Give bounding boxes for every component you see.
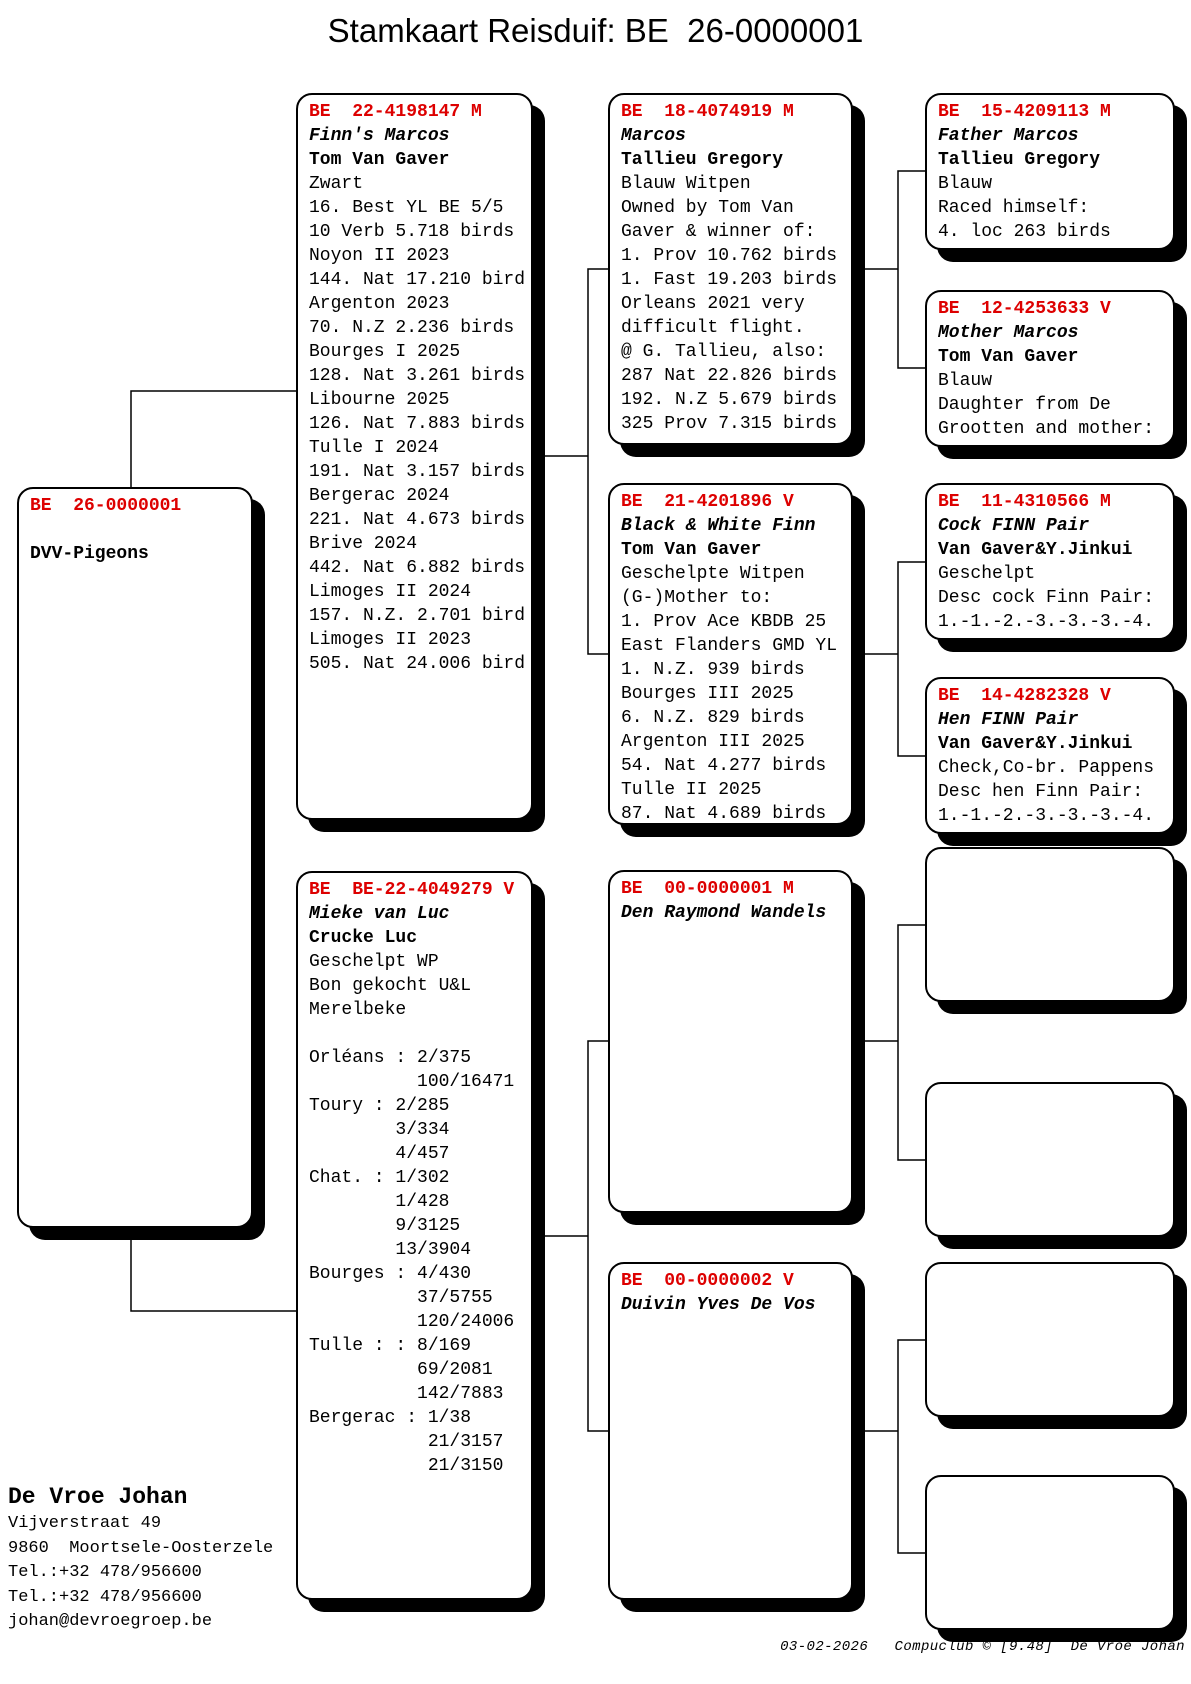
- pedigree-box-ggparent-5: [925, 847, 1175, 1002]
- pedigree-box-grandsire-paternal: [608, 93, 853, 445]
- phone-line: Tel.:+32 478/956600: [8, 1563, 202, 1583]
- detail-line: 1.-1.-2.-3.-3.-3.-4.: [938, 612, 1155, 632]
- detail-line: 128. Nat 3.261 birds: [309, 366, 526, 386]
- detail-line: Geschelpte Witpen: [621, 564, 805, 584]
- detail-line: Toury : 2/285: [309, 1096, 450, 1116]
- pedigree-box-subject: [17, 487, 253, 1228]
- ring-number: BE 00-0000001 M: [621, 879, 794, 899]
- detail-line: East Flanders GMD YL: [621, 636, 838, 656]
- detail-line: 4/457: [309, 1144, 450, 1164]
- detail-line: 1. Prov 10.762 birds: [621, 246, 838, 266]
- pigeon-name: Mieke van Luc: [309, 904, 450, 924]
- detail-line: Orleans 2021 very: [621, 294, 805, 314]
- ring-number: BE BE-22-4049279 V: [309, 880, 515, 900]
- ring-number: BE 00-0000002 V: [621, 1271, 794, 1291]
- detail-line: Bourges III 2025: [621, 684, 794, 704]
- detail-line: Grootten and mother:: [938, 419, 1155, 439]
- detail-line: 221. Nat 4.673 birds: [309, 510, 526, 530]
- detail-line: Blauw: [938, 174, 993, 194]
- fancier-name: Tom Van Gaver: [938, 347, 1079, 367]
- detail-line: @ G. Tallieu, also:: [621, 342, 827, 362]
- detail-line: 191. Nat 3.157 birds: [309, 462, 526, 482]
- pigeon-name: Den Raymond Wandels: [621, 903, 827, 923]
- pigeon-name: Duivin Yves De Vos: [621, 1295, 816, 1315]
- ring-number: BE 26-0000001: [30, 496, 182, 516]
- pedigree-box-ggparent-6: [925, 1082, 1175, 1237]
- detail-line: Merelbeke: [309, 1000, 407, 1020]
- detail-line: Noyon II 2023: [309, 246, 450, 266]
- detail-line: 142/7883: [309, 1384, 504, 1404]
- pedigree-box-granddam-maternal: [608, 1262, 853, 1600]
- detail-line: 100/16471: [309, 1072, 515, 1092]
- fancier-name: Tom Van Gaver: [621, 540, 762, 560]
- detail-line: Argenton 2023: [309, 294, 450, 314]
- fancier-name: Tom Van Gaver: [309, 150, 450, 170]
- detail-line: Tulle : : 8/169: [309, 1336, 472, 1356]
- pedigree-box-ggparent-3: [925, 483, 1175, 640]
- pigeon-name: Finn's Marcos: [309, 126, 450, 146]
- detail-line: 505. Nat 24.006 bird: [309, 654, 526, 674]
- detail-line: Brive 2024: [309, 534, 418, 554]
- detail-line: 69/2081: [309, 1360, 493, 1380]
- phone-line: Tel.:+32 478/956600: [8, 1587, 202, 1607]
- detail-line: (G-)Mother to:: [621, 588, 773, 608]
- pedigree-box-granddam-paternal: [608, 483, 853, 825]
- fancier-name: Tallieu Gregory: [938, 150, 1101, 170]
- ring-number: BE 22-4198147 M: [309, 102, 482, 122]
- detail-line: 442. Nat 6.882 birds: [309, 558, 526, 578]
- detail-line: Owned by Tom Van: [621, 198, 794, 218]
- detail-line: 21/3150: [309, 1456, 504, 1476]
- detail-line: 70. N.Z 2.236 birds: [309, 318, 515, 338]
- detail-line: Raced himself:: [938, 198, 1090, 218]
- fancier-name: Van Gaver&Y.Jinkui: [938, 734, 1133, 754]
- fancier-name: Tallieu Gregory: [621, 150, 784, 170]
- detail-line: Bon gekocht U&L: [309, 976, 472, 996]
- detail-line: Geschelpt: [938, 564, 1036, 584]
- detail-line: Tulle II 2025: [621, 780, 762, 800]
- detail-line: 54. Nat 4.277 birds: [621, 756, 827, 776]
- pedigree-box-ggparent-2: [925, 290, 1175, 447]
- detail-line: 126. Nat 7.883 birds: [309, 414, 526, 434]
- fancier-name: Van Gaver&Y.Jinkui: [938, 540, 1133, 560]
- detail-line: 3/334: [309, 1120, 450, 1140]
- detail-line: 1. N.Z. 939 birds: [621, 660, 805, 680]
- detail-line: Argenton III 2025: [621, 732, 805, 752]
- detail-line: 1.-1.-2.-3.-3.-3.-4.: [938, 806, 1155, 826]
- detail-line: Tulle I 2024: [309, 438, 439, 458]
- ring-number: BE 18-4074919 M: [621, 102, 794, 122]
- detail-line: Blauw Witpen: [621, 174, 751, 194]
- fancier-name: Crucke Luc: [309, 928, 418, 948]
- detail-line: Blauw: [938, 371, 993, 391]
- pigeon-name: Marcos: [621, 126, 686, 146]
- detail-line: 192. N.Z 5.679 birds: [621, 390, 838, 410]
- detail-line: 1/428: [309, 1192, 450, 1212]
- pedigree-box-sire: [296, 93, 533, 820]
- email-line: johan@devroegroep.be: [8, 1612, 213, 1632]
- detail-line: 13/3904: [309, 1240, 472, 1260]
- detail-line: 287 Nat 22.826 birds: [621, 366, 838, 386]
- detail-line: Daughter from De: [938, 395, 1111, 415]
- detail-line: 10 Verb 5.718 birds: [309, 222, 515, 242]
- detail-line: Chat. : 1/302: [309, 1168, 450, 1188]
- detail-line: Geschelpt WP: [309, 952, 439, 972]
- page-title: Stamkaart Reisduif: BE 26-0000001: [327, 12, 864, 49]
- detail-line: Libourne 2025: [309, 390, 450, 410]
- detail-line: 144. Nat 17.210 bird: [309, 270, 526, 290]
- detail-line: [30, 518, 249, 542]
- detail-line: 6. N.Z. 829 birds: [621, 708, 805, 728]
- pigeon-name: Hen FINN Pair: [938, 710, 1079, 730]
- ring-number: BE 12-4253633 V: [938, 299, 1111, 319]
- detail-line: 157. N.Z. 2.701 bird: [309, 606, 526, 626]
- detail-line: 4. loc 263 birds: [938, 222, 1111, 242]
- detail-line: 16. Best YL BE 5/5: [309, 198, 504, 218]
- address-line: 9860 Moortsele-Oosterzele: [8, 1538, 274, 1558]
- pigeon-name: Black & White Finn: [621, 516, 816, 536]
- owner-address-block: [8, 1482, 273, 1635]
- software-credit: 03-02-2026 Compuclub © [9.48] De Vroe Johan: [780, 1639, 1185, 1655]
- detail-line: 1. Prov Ace KBDB 25: [621, 612, 827, 632]
- detail-line: Orléans : 2/375: [309, 1048, 472, 1068]
- detail-line: Gaver & winner of:: [621, 222, 816, 242]
- detail-line: Check,Co-br. Pappens: [938, 758, 1155, 778]
- detail-line: Limoges II 2024: [309, 582, 472, 602]
- fancier-name: DVV-Pigeons: [30, 544, 149, 564]
- detail-line: Bourges : 4/430: [309, 1264, 472, 1284]
- ring-number: BE 21-4201896 V: [621, 492, 794, 512]
- pigeon-name: Cock FINN Pair: [938, 516, 1090, 536]
- detail-line: Bergerac 2024: [309, 486, 450, 506]
- ring-number: BE 15-4209113 M: [938, 102, 1111, 122]
- detail-line: Bourges I 2025: [309, 342, 461, 362]
- ring-number: BE 14-4282328 V: [938, 686, 1111, 706]
- detail-line: difficult flight.: [621, 318, 805, 338]
- detail-line: Bergerac : 1/38: [309, 1408, 472, 1428]
- pedigree-box-dam: [296, 871, 533, 1600]
- detail-line: Desc cock Finn Pair:: [938, 588, 1155, 608]
- detail-line: [309, 1022, 529, 1046]
- detail-line: 325 Prov 7.315 birds: [621, 414, 838, 434]
- detail-line: Desc hen Finn Pair:: [938, 782, 1144, 802]
- pedigree-box-ggparent-4: [925, 677, 1175, 834]
- detail-line: 1. Fast 19.203 birds: [621, 270, 838, 290]
- pedigree-box-grandsire-maternal: [608, 870, 853, 1213]
- detail-line: Limoges II 2023: [309, 630, 472, 650]
- pedigree-box-ggparent-1: [925, 93, 1175, 250]
- detail-line: Zwart: [309, 174, 364, 194]
- pedigree-box-ggparent-8: [925, 1475, 1175, 1630]
- detail-line: 120/24006: [309, 1312, 515, 1332]
- owner-name: De Vroe Johan: [8, 1484, 188, 1510]
- pigeon-name: Mother Marcos: [938, 323, 1079, 343]
- detail-line: 87. Nat 4.689 birds: [621, 804, 827, 824]
- detail-line: 37/5755: [309, 1288, 493, 1308]
- detail-line: 21/3157: [309, 1432, 504, 1452]
- detail-line: 9/3125: [309, 1216, 461, 1236]
- ring-number: BE 11-4310566 M: [938, 492, 1111, 512]
- pigeon-name: Father Marcos: [938, 126, 1079, 146]
- address-line: Vijverstraat 49: [8, 1514, 162, 1533]
- pedigree-box-ggparent-7: [925, 1262, 1175, 1417]
